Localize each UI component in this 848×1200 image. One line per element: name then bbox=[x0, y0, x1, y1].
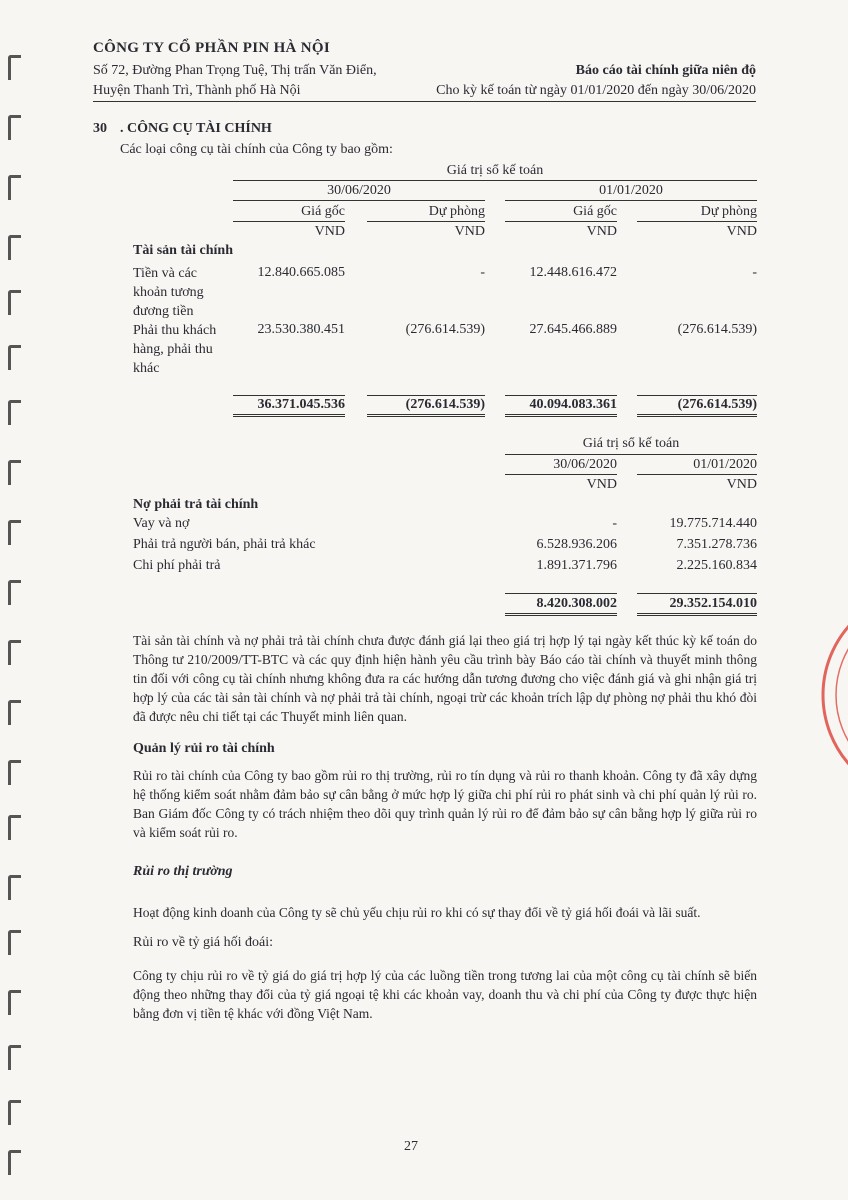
binding-edge bbox=[0, 0, 28, 1200]
double-underline bbox=[637, 613, 757, 616]
table-cell: 19.775.714.440 bbox=[669, 516, 757, 531]
report-period: Cho kỳ kế toán từ ngày 01/01/2020 đến ngày 30/06/2020 bbox=[436, 83, 756, 98]
binding-hole bbox=[8, 345, 21, 370]
binding-hole bbox=[8, 815, 21, 840]
divider bbox=[637, 474, 757, 475]
table-cell: - bbox=[752, 265, 757, 280]
row-label: Phải thu khách hàng, phải thu khác bbox=[133, 323, 217, 376]
unit-label: VND bbox=[454, 224, 485, 239]
table-cell: - bbox=[612, 516, 617, 531]
total-cell: 36.371.045.536 bbox=[257, 397, 345, 412]
section-title: . CÔNG CỤ TÀI CHÍNH bbox=[120, 121, 272, 136]
fair-value-note: Tài sản tài chính và nợ phải trả tài chính chưa được đánh giá lại theo giá trị hợp lý tại ngày kết thúc kỳ kế toán do Thông tư 210/2009/TT-BTC và các quy định hiện hành yêu cầu trình bày Báo cáo tài chính và thuyết minh thông tin đối với công cụ tài chính nhưng không đưa ra các hướng dẫn tương đương cho việc đánh giá và ghi nhận giá trị hợp lý của các tài sản tài chính và nợ phải trả tài chính, ngoại trừ các khoản trích lập dự phòng nợ phải thu khó đòi đã được nêu chi tiết tại các Thuyết minh liên quan. bbox=[133, 633, 757, 724]
binding-hole bbox=[8, 760, 21, 785]
binding-hole bbox=[8, 235, 21, 260]
binding-hole bbox=[8, 580, 21, 605]
period-header: 30/06/2020 bbox=[553, 457, 617, 472]
table-cell: - bbox=[480, 265, 485, 280]
table-cell: (276.614.539) bbox=[677, 322, 757, 337]
binding-hole bbox=[8, 1150, 21, 1175]
market-risk-heading: Rủi ro thị trường bbox=[133, 864, 233, 879]
market-risk-paragraph: Hoạt động kinh doanh của Công ty sẽ chủ yếu chịu rủi ro khi có sự thay đổi về tỷ giá hối đoái và lãi suất. bbox=[133, 905, 701, 920]
divider bbox=[505, 454, 757, 455]
binding-hole bbox=[8, 175, 21, 200]
binding-hole bbox=[8, 930, 21, 955]
divider bbox=[233, 395, 345, 396]
section-number: 30 bbox=[93, 121, 107, 136]
unit-label: VND bbox=[586, 477, 617, 492]
divider bbox=[505, 474, 617, 475]
binding-hole bbox=[8, 520, 21, 545]
table-cell: 6.528.936.206 bbox=[536, 537, 617, 552]
column-header: Giá gốc bbox=[573, 204, 617, 219]
table-cell: 12.840.665.085 bbox=[257, 265, 345, 280]
table-cell: 1.891.371.796 bbox=[536, 558, 617, 573]
divider bbox=[637, 221, 757, 222]
total-cell: (276.614.539) bbox=[677, 397, 757, 412]
row-label: Tiền và các khoản tương đương tiền bbox=[133, 266, 204, 319]
risk-paragraph: Rủi ro tài chính của Công ty bao gồm rủi ro thị trường, rủi ro tín dụng và rủi ro thanh khoản. Công ty đã xây dựng hệ thống kiểm soát nhằm đảm bảo sự cân bằng ở mức hợp lý giữa chi phí rủi ro phát sinh và chi phí quản lý rủi ro. Ban Giám đốc Công ty có trách nhiệm theo dõi quy trình quản lý rủi ro để đảm bảo sự cân bằng hợp lý giữa rủi ro và kiểm soát rủi ro. bbox=[133, 768, 757, 840]
report-title: Báo cáo tài chính giữa niên độ bbox=[575, 63, 756, 78]
divider bbox=[233, 221, 345, 222]
company-address-line1: Số 72, Đường Phan Trọng Tuệ, Thị trấn Văn Điển, bbox=[93, 63, 377, 78]
header-divider bbox=[93, 101, 756, 102]
table-cell: 23.530.380.451 bbox=[257, 322, 345, 337]
column-header: Dự phòng bbox=[428, 204, 485, 219]
company-address-line2: Huyện Thanh Trì, Thành phố Hà Nội bbox=[93, 83, 301, 98]
column-header: Dự phòng bbox=[700, 204, 757, 219]
total-cell: 8.420.308.002 bbox=[536, 596, 617, 611]
divider bbox=[505, 395, 617, 396]
period-header: 01/01/2020 bbox=[693, 457, 757, 472]
table-cell: (276.614.539) bbox=[405, 322, 485, 337]
divider bbox=[367, 395, 485, 396]
period-header: 30/06/2020 bbox=[327, 183, 391, 198]
binding-hole bbox=[8, 700, 21, 725]
divider bbox=[367, 221, 485, 222]
table-group-header: Giá trị sổ kế toán bbox=[446, 163, 544, 178]
binding-hole bbox=[8, 400, 21, 425]
fx-risk-heading: Rủi ro về tỷ giá hối đoái: bbox=[133, 935, 273, 950]
divider bbox=[233, 200, 485, 201]
row-label: Chi phí phải trả bbox=[133, 558, 221, 573]
divider bbox=[505, 593, 617, 594]
table-group-header: Giá trị sổ kế toán bbox=[582, 436, 680, 451]
risk-heading: Quản lý rủi ro tài chính bbox=[133, 741, 275, 756]
unit-label: VND bbox=[726, 224, 757, 239]
unit-label: VND bbox=[726, 477, 757, 492]
divider bbox=[505, 221, 617, 222]
binding-hole bbox=[8, 640, 21, 665]
table-cell: 7.351.278.736 bbox=[676, 537, 757, 552]
binding-hole bbox=[8, 290, 21, 315]
total-cell: 40.094.083.361 bbox=[529, 397, 617, 412]
total-cell: (276.614.539) bbox=[405, 397, 485, 412]
table-cell: 27.645.466.889 bbox=[529, 322, 617, 337]
double-underline bbox=[505, 414, 617, 417]
table-section-label: Nợ phải trả tài chính bbox=[133, 497, 259, 512]
double-underline bbox=[233, 414, 345, 417]
period-header: 01/01/2020 bbox=[599, 183, 663, 198]
binding-hole bbox=[8, 875, 21, 900]
binding-hole bbox=[8, 460, 21, 485]
unit-label: VND bbox=[314, 224, 345, 239]
binding-hole bbox=[8, 55, 21, 80]
page-number: 27 bbox=[404, 1139, 418, 1154]
column-header: Giá gốc bbox=[301, 204, 345, 219]
divider bbox=[505, 200, 757, 201]
table-section-label: Tài sản tài chính bbox=[133, 243, 233, 258]
section-intro: Các loại công cụ tài chính của Công ty bao gồm: bbox=[120, 142, 393, 157]
table-cell: 2.225.160.834 bbox=[676, 558, 757, 573]
company-name: CÔNG TY CỔ PHẦN PIN HÀ NỘI bbox=[93, 40, 330, 56]
divider bbox=[233, 180, 757, 181]
double-underline bbox=[637, 414, 757, 417]
total-cell: 29.352.154.010 bbox=[669, 596, 757, 611]
row-label: Vay và nợ bbox=[133, 516, 190, 531]
unit-label: VND bbox=[586, 224, 617, 239]
table-cell: 12.448.616.472 bbox=[529, 265, 617, 280]
row-label: Phải trả người bán, phải trả khác bbox=[133, 537, 316, 552]
binding-hole bbox=[8, 1045, 21, 1070]
fx-risk-paragraph: Công ty chịu rủi ro về tỷ giá do giá trị hợp lý của các luồng tiền trong tương lai của một công cụ tài chính sẽ biến động theo những thay đổi của tỷ giá ngoại tệ khi các khoản vay, doanh thu và chi phí của Công ty được thực hiện bằng đơn vị tiền tệ khác với đồng Việt Nam. bbox=[133, 968, 757, 1021]
divider bbox=[637, 593, 757, 594]
binding-hole bbox=[8, 115, 21, 140]
company-seal-fragment bbox=[818, 560, 848, 830]
divider bbox=[637, 395, 757, 396]
double-underline bbox=[367, 414, 485, 417]
binding-hole bbox=[8, 1100, 21, 1125]
double-underline bbox=[505, 613, 617, 616]
binding-hole bbox=[8, 990, 21, 1015]
